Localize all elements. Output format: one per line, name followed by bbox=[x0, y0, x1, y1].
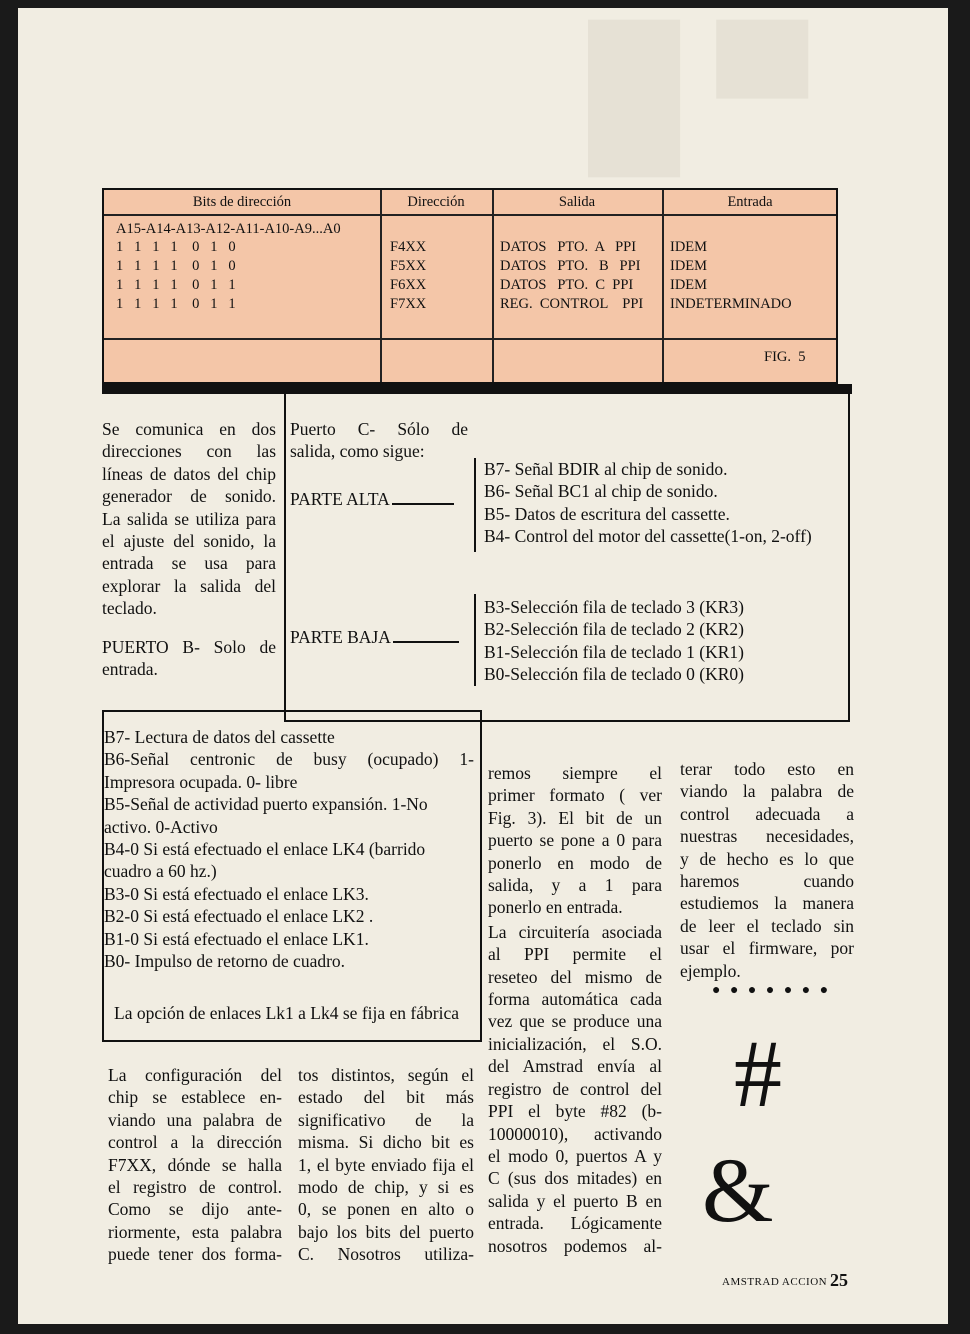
table-footer-rule bbox=[104, 338, 836, 340]
text-line: misma. Si dicho bit es bbox=[298, 1132, 474, 1153]
text-line: nosotros podemos al- bbox=[488, 1235, 662, 1256]
left-para-2 bbox=[102, 636, 276, 681]
text-line: al PPI permite el bbox=[488, 944, 662, 965]
text-line: ponerlo en modo de bbox=[488, 852, 662, 873]
text-line: bajo los bits del puerto bbox=[298, 1221, 474, 1242]
column-a bbox=[108, 1064, 282, 1266]
parte-baja-bracket bbox=[474, 594, 476, 686]
text-line: 1, el byte enviado fija el bbox=[298, 1154, 474, 1175]
row-direccion: F4XX bbox=[390, 239, 427, 255]
text-line: estudiemos la manera bbox=[680, 893, 854, 914]
column-c bbox=[488, 762, 662, 1257]
bits-label: A15-A14-A13-A12-A11-A10-A9...A0 bbox=[116, 221, 341, 237]
text-line: control a la dirección bbox=[108, 1132, 282, 1153]
bit-item: B7- Lectura de datos del cassette bbox=[104, 727, 335, 747]
row-direccion: F5XX bbox=[390, 258, 427, 274]
parte-alta-items bbox=[484, 458, 812, 548]
text-line: reseteo del mismo de bbox=[488, 966, 662, 987]
text-line: puerto se pone a 0 para bbox=[488, 830, 662, 851]
row-entrada: IDEM bbox=[670, 258, 708, 274]
table-header-rule bbox=[104, 214, 836, 216]
text-line: usar el firmware, por bbox=[680, 938, 854, 959]
text-line: direcciones con las bbox=[102, 441, 276, 462]
row-entrada: INDETERMINADO bbox=[670, 296, 792, 312]
text-line: Se comunica en dos bbox=[102, 419, 276, 439]
text-line: PPI el byte #82 (b- bbox=[488, 1101, 662, 1122]
text-line: teclado. bbox=[102, 598, 157, 619]
text-line: chip se establece en- bbox=[108, 1087, 282, 1108]
table-divider bbox=[492, 190, 494, 382]
text-line: remos siempre el bbox=[488, 763, 662, 783]
text-line: entrada. Lógicamente bbox=[488, 1213, 662, 1234]
text-line: La configuración del bbox=[108, 1065, 282, 1085]
bit-item: Impresora ocupada. 0- libre bbox=[104, 771, 298, 792]
text-line: líneas de datos del chip bbox=[102, 463, 276, 484]
ampersand-symbol: & bbox=[702, 1139, 774, 1241]
text-line: significativo de la bbox=[298, 1109, 474, 1130]
row-bits: 1 1 1 1 0 1 1 bbox=[116, 277, 236, 293]
table-divider bbox=[380, 190, 382, 382]
bit-item: B4- Control del motor del cassette(1-on, 2-off) bbox=[484, 526, 812, 547]
hash-symbol: # bbox=[734, 1020, 782, 1127]
text-line: salida, y a 1 para bbox=[488, 875, 662, 896]
text-line: Como se dijo ante- bbox=[108, 1199, 282, 1220]
text-line: PUERTO B- Solo de bbox=[102, 636, 276, 657]
text-line: inicialización, el S.O. bbox=[488, 1033, 662, 1054]
bit-item: B5- Datos de escritura del cassette. bbox=[484, 503, 730, 524]
bit-item: B6- Señal BC1 al chip de sonido. bbox=[484, 481, 718, 502]
row-salida: DATOS PTO. B PPI bbox=[500, 258, 641, 274]
table-divider bbox=[662, 190, 664, 382]
text-line: estado del bit más bbox=[298, 1087, 474, 1108]
bit-item: activo. 0-Activo bbox=[104, 816, 218, 837]
text-line: explorar la salida del bbox=[102, 575, 276, 596]
footer-page-number: 25 bbox=[830, 1270, 848, 1290]
puerto-b-lines bbox=[104, 726, 474, 972]
bit-item: B7- Señal BDIR al chip de sonido. bbox=[484, 459, 728, 479]
text-line: nuestras necesidades, bbox=[680, 826, 854, 847]
fig5-table bbox=[102, 188, 838, 384]
text-line: de leer el teclado sin bbox=[680, 915, 854, 936]
bit-item: B2-0 Si está efectuado el enlace LK2 . bbox=[104, 906, 374, 927]
ornament-dots: ● ● ● ● ● ● ● bbox=[712, 983, 832, 998]
text-line: primer formato ( ver bbox=[488, 785, 662, 806]
text-line: del Amstrad envía al bbox=[488, 1056, 662, 1077]
bit-item: B0- Impulso de retorno de cuadro. bbox=[104, 951, 346, 972]
row-salida: REG. CONTROL PPI bbox=[500, 296, 644, 312]
text-line: Fig. 3). El bit de un bbox=[488, 807, 662, 828]
text-line: terar todo esto en bbox=[680, 759, 854, 779]
text-line: el modo 0, puertos A y bbox=[488, 1145, 662, 1166]
row-salida: DATOS PTO. C PPI bbox=[500, 277, 634, 293]
bit-item: B6-Señal centronic de busy (ocupado) 1- bbox=[104, 749, 474, 770]
row-entrada: IDEM bbox=[670, 239, 708, 255]
bit-item: B2-Selección fila de teclado 2 (KR2) bbox=[484, 619, 744, 640]
parte-alta-label: PARTE ALTA bbox=[290, 488, 454, 510]
row-direccion: F6XX bbox=[390, 277, 427, 293]
row-entrada: IDEM bbox=[670, 277, 708, 293]
text-line: viando la palabra de bbox=[680, 781, 854, 802]
text-line: ponerlo en entrada. bbox=[488, 897, 623, 918]
text-line: La salida se utiliza para bbox=[102, 508, 276, 529]
text-line: y de hecho es lo que bbox=[680, 848, 854, 869]
left-para-1 bbox=[102, 418, 276, 620]
bit-item: B1-Selección fila de teclado 1 (KR1) bbox=[484, 641, 744, 662]
bit-item: B3-0 Si está efectuado el enlace LK3. bbox=[104, 883, 369, 904]
parte-baja-label: PARTE BAJA bbox=[290, 626, 459, 648]
text-line: C. Nosotros utiliza- bbox=[298, 1244, 474, 1265]
text-line: el registro de control. bbox=[108, 1177, 282, 1198]
bit-item: B4-0 Si está efectuado el enlace LK4 (barrido bbox=[104, 839, 426, 860]
text-line: forma automática cada bbox=[488, 989, 662, 1010]
parte-baja-items bbox=[484, 596, 744, 686]
header-entrada: Entrada bbox=[727, 194, 773, 210]
text-line: viando una palabra de bbox=[108, 1109, 282, 1130]
left-column bbox=[102, 418, 276, 680]
bleed-through-graphic: █ ▀ bbox=[588, 20, 809, 166]
fig-label: FIG. 5 bbox=[764, 349, 806, 365]
puerto-c-intro bbox=[290, 418, 468, 463]
row-direccion: F7XX bbox=[390, 296, 427, 312]
column-d bbox=[680, 758, 854, 998]
text-line: 0, se ponen en alto o bbox=[298, 1199, 474, 1220]
row-bits: 1 1 1 1 0 1 1 bbox=[116, 296, 236, 312]
bit-item: B1-0 Si está efectuado el enlace LK1. bbox=[104, 928, 369, 949]
text-line: entrada. bbox=[102, 659, 158, 680]
text-line: generador de sonido. bbox=[102, 486, 276, 507]
text-line: entrada se usa para bbox=[102, 553, 276, 574]
text-line: vez que se produce una bbox=[488, 1011, 662, 1032]
text-line: F7XX, dónde se halla bbox=[108, 1154, 282, 1175]
text-line: riormente, esta palabra bbox=[108, 1221, 282, 1242]
text-line: haremos cuando bbox=[680, 871, 854, 892]
row-bits: 1 1 1 1 0 1 0 bbox=[116, 239, 236, 255]
bit-item: B3-Selección fila de teclado 3 (KR3) bbox=[484, 597, 744, 617]
text-line: salida, como sigue: bbox=[290, 441, 425, 462]
header-salida: Salida bbox=[558, 194, 596, 210]
text-line: registro de control del bbox=[488, 1078, 662, 1099]
text-line: C (sus dos mitades) en bbox=[488, 1168, 662, 1189]
bit-item: cuadro a 60 hz.) bbox=[104, 861, 217, 882]
text-line: tos distintos, según el bbox=[298, 1065, 474, 1085]
text-line: 10000010), activando bbox=[488, 1123, 662, 1144]
bit-item: B5-Señal de actividad puerto expansión. 1-No bbox=[104, 794, 428, 815]
parte-alta-bracket bbox=[474, 458, 476, 552]
magazine-page bbox=[18, 8, 948, 1324]
text-line: ejemplo. bbox=[680, 960, 741, 981]
text-line: puede tener dos forma- bbox=[108, 1244, 282, 1265]
column-b bbox=[298, 1064, 474, 1266]
text-line: el ajuste del sonido, la bbox=[102, 531, 276, 552]
header-bits: Bits de dirección bbox=[192, 194, 292, 210]
footer-magazine: AMSTRAD ACCION bbox=[722, 1276, 828, 1288]
row-bits: 1 1 1 1 0 1 0 bbox=[116, 258, 236, 274]
text-line: modo de chip, y si es bbox=[298, 1177, 474, 1198]
row-salida: DATOS PTO. A PPI bbox=[500, 239, 637, 255]
header-direccion: Dirección bbox=[407, 194, 465, 210]
text-line: control adecuada a bbox=[680, 803, 854, 824]
puerto-b-note: La opción de enlaces Lk1 a Lk4 se fija en fábrica bbox=[114, 1003, 459, 1023]
text-line: Puerto C- Sólo de bbox=[290, 419, 468, 439]
bit-item: B0-Selección fila de teclado 0 (KR0) bbox=[484, 664, 744, 685]
text-line: salida y el puerto B en bbox=[488, 1190, 662, 1211]
text-line: La circuitería asociada bbox=[488, 921, 662, 942]
